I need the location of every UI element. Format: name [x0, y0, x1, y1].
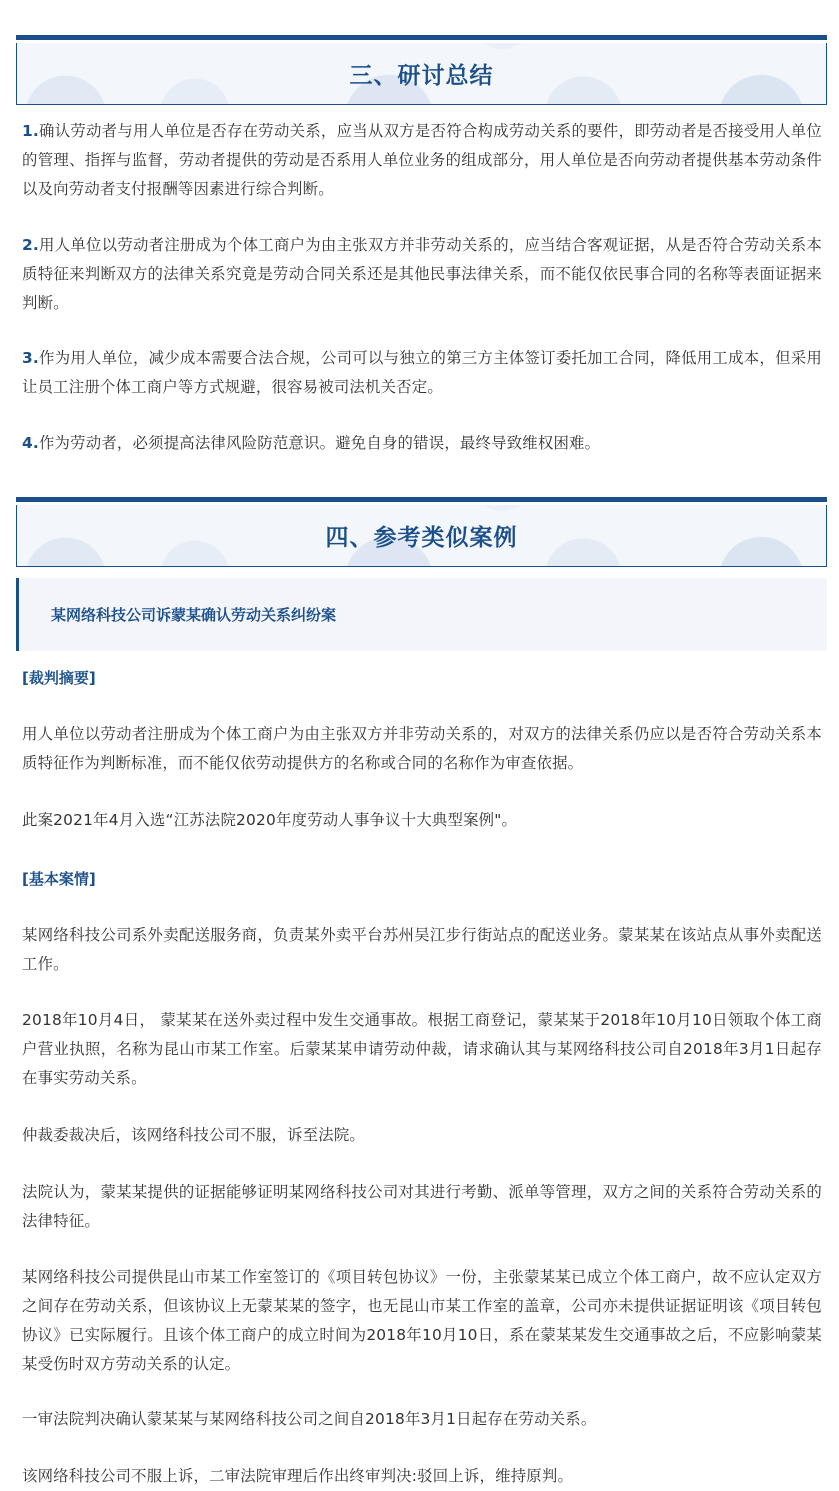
section-title: 三、研讨总结 [349, 63, 494, 89]
point-number: 4. [22, 434, 39, 452]
facts-paragraph: 法院认为，蒙某某提供的证据能够证明某网络科技公司对其进行考勤、派单等管理，双方之间的关系符合劳动关系的法律特征。 [22, 1183, 822, 1230]
point-text: 作为用人单位，减少成本需要合法合规，公司可以与独立的第三方主体签订委托加工合同，降低用工成本，但采用让员工注册个体工商户等方式规避，很容易被司法机关否定。 [22, 349, 822, 396]
summary-point-1 [22, 117, 822, 204]
section-banner-summary [16, 35, 827, 105]
section-title: 四、参考类似案例 [325, 525, 518, 551]
banner-top-bar [16, 35, 827, 40]
banner-box [16, 43, 827, 105]
point-text: 确认劳动者与用人单位是否存在劳动关系，应当从双方是否符合构成劳动关系的要件，即劳动者是否接受用人单位的管理、指挥与监督，劳动者提供的劳动是否系用人单位业务的组成部分，用人单位是否向劳动者提供基本劳动条件以及向劳动者支付报酬等因素进行综合判断。 [22, 122, 822, 198]
summary-label: [裁判摘要] [22, 669, 96, 687]
facts-paragraph: 2018年10月4日， 蒙某某在送外卖过程中发生交通事故。根据工商登记，蒙某某于2018年10月10日领取个体工商户营业执照，名称为昆山市某工作室。后蒙某某申请劳动仲裁，请求确认其与某网络科技公司自2018年3月1日起存在事实劳动关系。 [22, 1011, 822, 1087]
section-banner-cases [16, 497, 827, 567]
point-text: 用人单位以劳动者注册成为个体工商户为由主张双方并非劳动关系的，应当结合客观证据，从是否符合劳动关系本质特征来判断双方的法律关系究竟是劳动合同关系还是其他民事法律关系，而不能仅依民事合同的名称等表面证据来判断。 [22, 236, 822, 312]
summary-point-3 [22, 344, 822, 402]
point-number: 3. [22, 349, 39, 367]
point-number: 2. [22, 236, 39, 254]
facts-paragraph: 仲裁委裁决后，该网络科技公司不服，诉至法院。 [22, 1126, 365, 1144]
case-title: 某网络科技公司诉蒙某确认劳动关系纠纷案 [51, 606, 337, 624]
summary-point-4 [22, 429, 822, 458]
facts-paragraph: 某网络科技公司系外卖配送服务商，负责某外卖平台苏州吴江步行街站点的配送业务。蒙某某在该站点从事外卖配送工作。 [22, 926, 822, 973]
point-number: 1. [22, 122, 39, 140]
banner-box [16, 505, 827, 567]
facts-paragraph: 该网络科技公司不服上诉，二审法院审理后作出终审判决:驳回上诉，维持原判。 [22, 1467, 574, 1485]
summary-paragraph: 用人单位以劳动者注册成为个体工商户为由主张双方并非劳动关系的，对双方的法律关系仍应以是否符合劳动关系本质特征作为判断标准，而不能仅依劳动提供方的名称或合同的名称作为审查依据。 [22, 725, 822, 772]
facts-label: [基本案情] [22, 870, 96, 888]
selection-note: 此案2021年4月入选“江苏法院2020年度劳动人事争议十大典型案例"。 [22, 811, 518, 829]
case-title-box [16, 578, 827, 651]
banner-top-bar [16, 497, 827, 502]
point-text: 作为劳动者，必须提高法律风险防范意识。避免自身的错误，最终导致维权困难。 [38, 434, 601, 452]
facts-paragraph: 一审法院判决确认蒙某某与某网络科技公司之间自2018年3月1日起存在劳动关系。 [22, 1410, 597, 1428]
summary-point-2 [22, 231, 822, 318]
facts-paragraph: 某网络科技公司提供昆山市某工作室签订的《项目转包协议》一份，主张蒙某某已成立个体工商户，故不应认定双方之间存在劳动关系，但该协议上无蒙某某的签字，也无昆山市某工作室的盖章，公司亦未提供证据证明该《项目转包协议》已实际履行。且该个体工商户的成立时间为2018年10月10日，系在蒙某某发生交通事故之后，不应影响蒙某某受伤时双方劳动关系的认定。 [22, 1268, 822, 1373]
